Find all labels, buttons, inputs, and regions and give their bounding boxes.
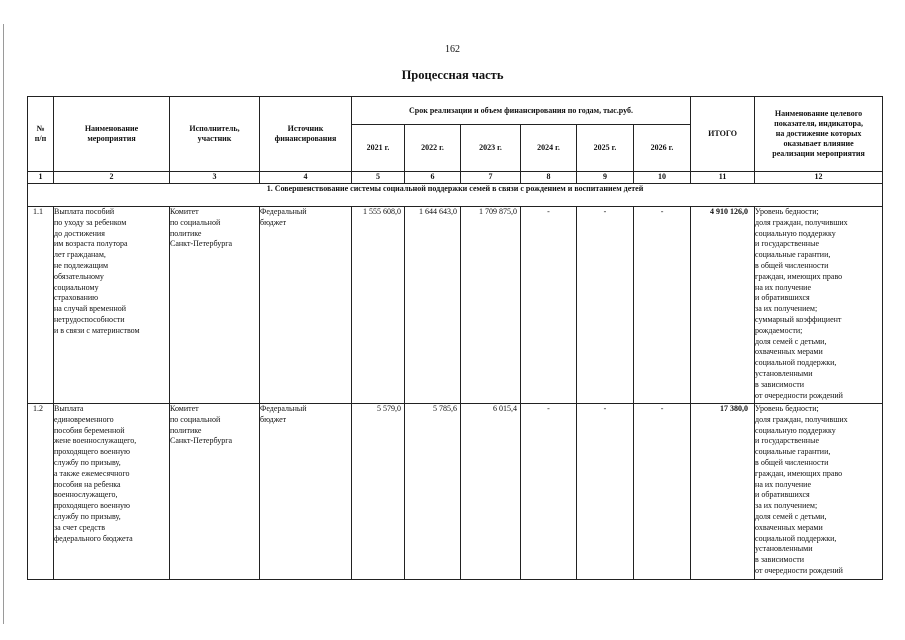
scan-edge-mark xyxy=(3,24,4,624)
total-value: 4 910 126,0 xyxy=(691,207,755,404)
header-total: ИТОГО xyxy=(691,97,755,172)
row-index: 1.1 xyxy=(28,207,54,404)
value-2025: - xyxy=(577,207,634,404)
column-number: 5 xyxy=(352,172,405,184)
page-title: Процессная часть xyxy=(401,68,504,82)
header-year-2025: 2025 г. xyxy=(577,125,634,172)
value-2025: - xyxy=(577,404,634,580)
value-2026: - xyxy=(634,207,691,404)
header-idx: № п/п xyxy=(28,97,54,172)
section-row xyxy=(28,184,883,207)
column-number: 2 xyxy=(54,172,170,184)
section-title: 1. Совершенствование системы социальной поддержки семей в связи с рождением и воспитанием детей xyxy=(28,184,883,207)
table-row xyxy=(28,404,883,580)
header-year-2026: 2026 г. xyxy=(634,125,691,172)
value-2024: - xyxy=(521,207,577,404)
executor: Комитет по социальной политике Санкт-Петербурга xyxy=(170,404,260,580)
page-number: 162 xyxy=(445,44,460,55)
value-2023: 6 015,4 xyxy=(461,404,521,580)
header-year-2024: 2024 г. xyxy=(521,125,577,172)
total-value: 17 380,0 xyxy=(691,404,755,580)
measure-name: Выплата пособий по уходу за ребенком до достижения им возраста полутора лет гражданам, не подлежащим обязательному социальному страхованию на случай временной нетрудоспособности и в связи с материнством xyxy=(54,207,170,404)
header-year-2023: 2023 г. xyxy=(461,125,521,172)
column-number: 6 xyxy=(405,172,461,184)
funding-source: Федеральный бюджет xyxy=(260,207,352,404)
column-number: 7 xyxy=(461,172,521,184)
value-2024: - xyxy=(521,404,577,580)
value-2022: 5 785,6 xyxy=(405,404,461,580)
header-indicator: Наименование целевого показателя, индикатора, на достижение которых оказывает влияние реализации мероприятия xyxy=(755,97,883,172)
header-row-top xyxy=(28,97,883,125)
executor: Комитет по социальной политике Санкт-Петербурга xyxy=(170,207,260,404)
column-number: 1 xyxy=(28,172,54,184)
header-period: Срок реализации и объем финансирования по годам, тыс.руб. xyxy=(352,97,691,125)
column-number: 9 xyxy=(577,172,634,184)
column-number: 3 xyxy=(170,172,260,184)
column-number: 11 xyxy=(691,172,755,184)
indicator: Уровень бедности; доля граждан, получивших социальную поддержку и государственные социальные гарантии, в общей численности граждан, имеющих право на их получение и обратившихся за их получением; доля семей с детьми, охваченных мерами социальной поддержки, установленными в зависимости от очередности рождений xyxy=(755,404,883,580)
funding-source: Федеральный бюджет xyxy=(260,404,352,580)
value-2026: - xyxy=(634,404,691,580)
row-index: 1.2 xyxy=(28,404,54,580)
header-name: Наименование мероприятия xyxy=(54,97,170,172)
header-year-2021: 2021 г. xyxy=(352,125,405,172)
header-executor: Исполнитель, участник xyxy=(170,97,260,172)
measure-name: Выплата единовременного пособия беременной жене военнослужащего, проходящего военную службу по призыву, а также ежемесячного пособия на ребенка военнослужащего, проходящего военную службу по призыву, за счет средств федерального бюджета xyxy=(54,404,170,580)
value-2021: 1 555 608,0 xyxy=(352,207,405,404)
indicator: Уровень бедности; доля граждан, получивших социальную поддержку и государственные социальные гарантии, в общей численности граждан, имеющих право на их получение и обратившихся за их получением; суммарный коэффициент рождаемости; доля семей с детьми, охваченных мерами социальной поддержки, установленными в зависимости от очередности рождений xyxy=(755,207,883,404)
program-table xyxy=(27,96,883,580)
value-2022: 1 644 643,0 xyxy=(405,207,461,404)
column-number: 10 xyxy=(634,172,691,184)
column-number: 4 xyxy=(260,172,352,184)
column-number: 12 xyxy=(755,172,883,184)
column-number: 8 xyxy=(521,172,577,184)
column-number-row xyxy=(28,172,883,184)
value-2023: 1 709 875,0 xyxy=(461,207,521,404)
value-2021: 5 579,0 xyxy=(352,404,405,580)
header-source: Источник финансирования xyxy=(260,97,352,172)
table-row xyxy=(28,207,883,404)
header-year-2022: 2022 г. xyxy=(405,125,461,172)
